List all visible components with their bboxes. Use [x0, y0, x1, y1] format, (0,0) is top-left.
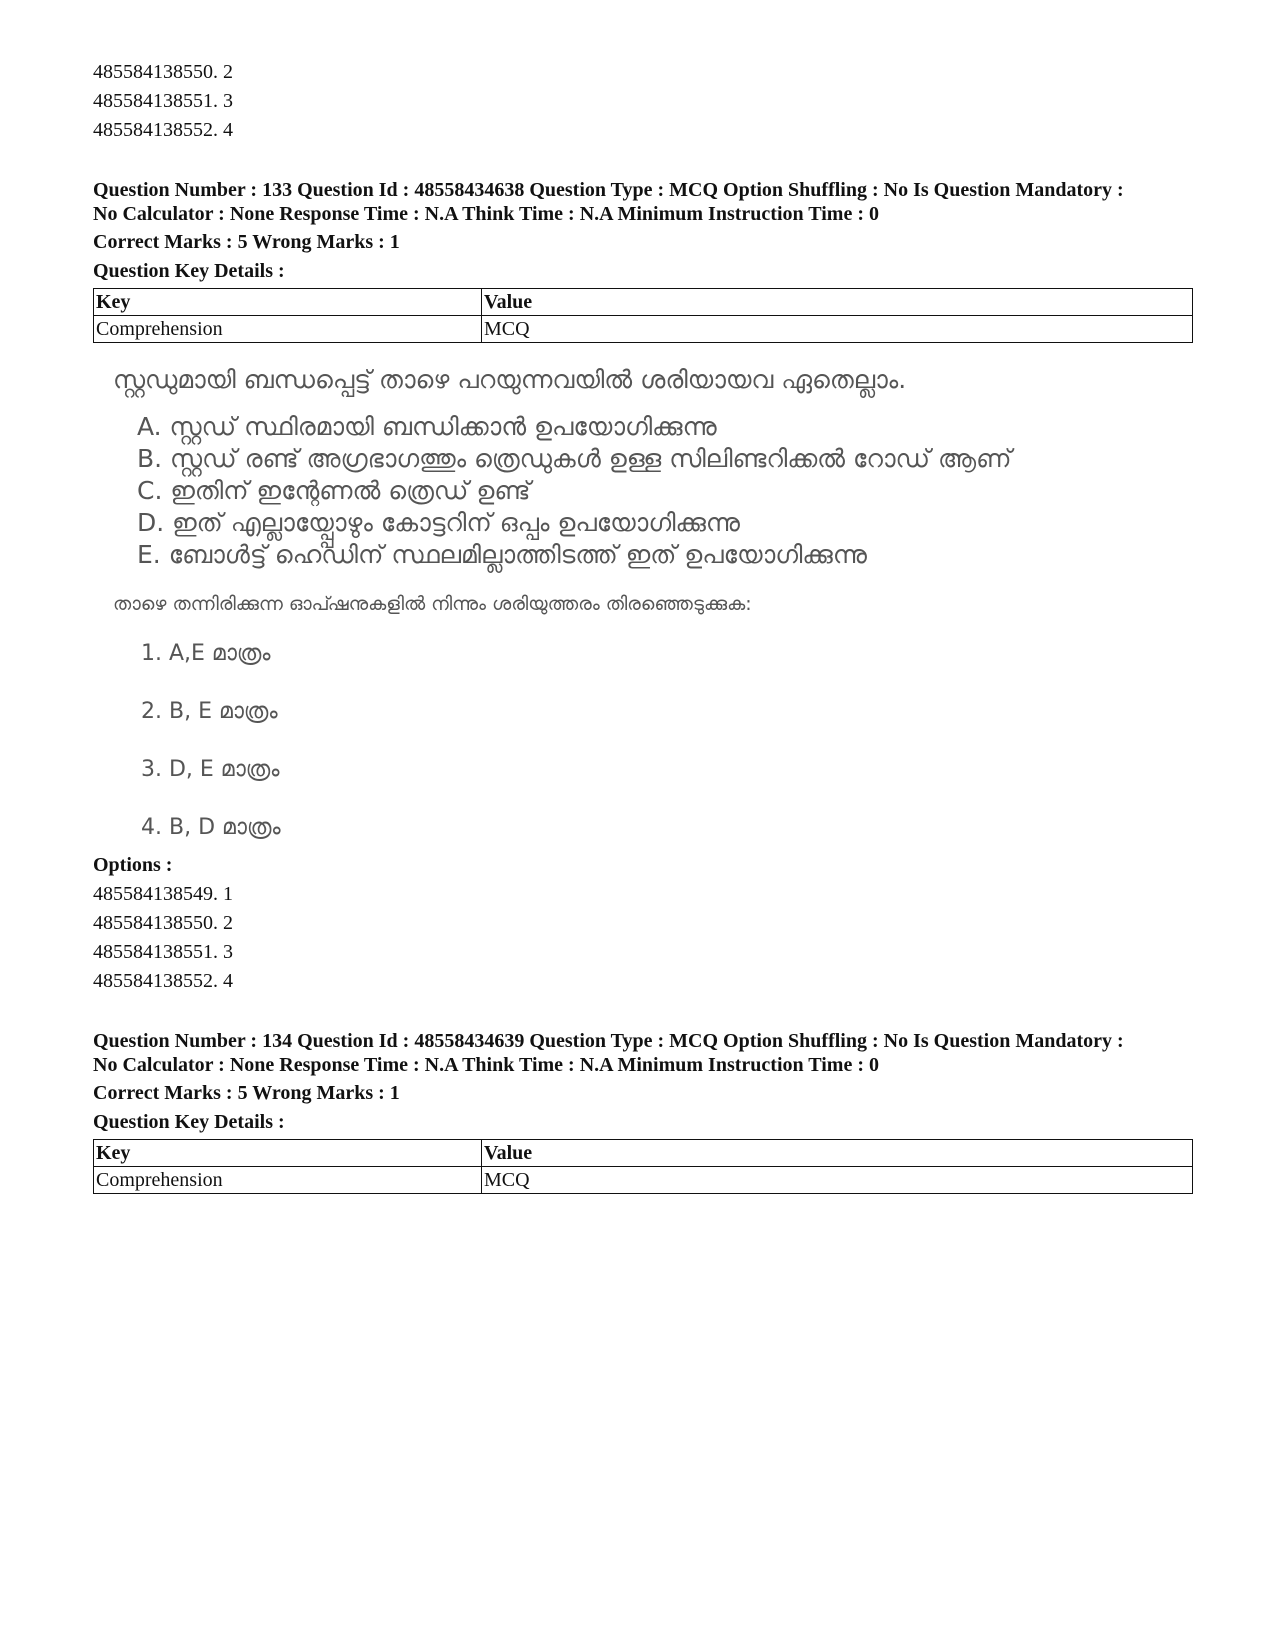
key-details-label: Question Key Details :	[93, 1111, 285, 1133]
table-header-key: Key	[94, 289, 482, 316]
question-image	[113, 361, 1193, 843]
options-label: Options :	[93, 854, 173, 876]
choice-1: 1. A,E മാത്രം	[141, 641, 271, 666]
statement-e: E. ബോൾട്ട് ഹെഡിന് സ്ഥലമില്ലാത്തിടത്ത് ഇത് ഉപയോഗിക്കുന്നു	[137, 540, 867, 569]
table-cell-value: MCQ	[482, 1167, 1193, 1194]
table-header-value: Value	[482, 1140, 1193, 1167]
table-row	[94, 316, 1193, 343]
key-details-table	[93, 288, 1193, 343]
options-block	[93, 851, 1193, 996]
choice-4: 4. B, D മാത്രം	[141, 815, 281, 840]
statement-a: A. സ്റ്റഡ് സ്ഥിരമായി ബന്ധിക്കാൻ ഉപയോഗിക്കുന്നു	[137, 412, 717, 441]
question-stem: സ്റ്റഡുമായി ബന്ധപ്പെട്ട് താഴെ പറയുന്നവയിൽ ശരിയായവ ഏതെല്ലാം.	[113, 365, 907, 394]
statement-d: D. ഇത് എല്ലായ്പ്പോഴും കോട്ടറിന് ഒപ്പം ഉപയോഗിക്കുന്നു	[137, 508, 740, 537]
document-page	[93, 58, 1193, 1194]
question-134	[93, 1029, 1193, 1194]
choice-2: 2. B, E മാത്രം	[141, 699, 278, 724]
question-instruction: താഴെ തന്നിരിക്കുന്ന ഓപ്ഷനുകളിൽ നിന്നും ശരിയുത്തരം തിരഞ്ഞെടുക്കുക:	[113, 593, 752, 615]
question-133	[93, 178, 1193, 996]
option-line: 485584138550. 2	[93, 61, 233, 83]
table-cell-key: Comprehension	[94, 1167, 482, 1194]
question-header-line-1: Question Number : 133 Question Id : 48558434638 Question Type : MCQ Option Shuffling : No Is Question Mandatory :	[93, 179, 1124, 201]
question-header-line-2: No Calculator : None Response Time : N.A Think Time : N.A Minimum Instruction Time : 0	[93, 1054, 879, 1076]
table-row	[94, 1167, 1193, 1194]
table-header-row	[94, 1140, 1193, 1167]
choice-3: 3. D, E മാത്രം	[141, 757, 280, 782]
table-cell-value: MCQ	[482, 316, 1193, 343]
key-details-label: Question Key Details :	[93, 260, 285, 282]
marks-line: Correct Marks : 5 Wrong Marks : 1	[93, 231, 400, 253]
option-line: 485584138551. 3	[93, 90, 233, 112]
table-header-row	[94, 289, 1193, 316]
statement-b: B. സ്റ്റഡ് രണ്ട് അഗ്രഭാഗത്തും ത്രെഡുകൾ ഉള്ള സിലിണ്ടറിക്കൽ റോഡ് ആണ്	[137, 444, 1012, 473]
question-header-line-2: No Calculator : None Response Time : N.A Think Time : N.A Minimum Instruction Time : 0	[93, 203, 879, 225]
previous-question-options	[93, 58, 1193, 145]
table-header-value: Value	[482, 289, 1193, 316]
marks-line: Correct Marks : 5 Wrong Marks : 1	[93, 1082, 400, 1104]
key-details-table	[93, 1139, 1193, 1194]
option-line: 485584138552. 4	[93, 970, 233, 992]
table-cell-key: Comprehension	[94, 316, 482, 343]
option-line: 485584138551. 3	[93, 941, 233, 963]
option-line: 485584138549. 1	[93, 883, 233, 905]
table-header-key: Key	[94, 1140, 482, 1167]
statement-c: C. ഇതിന് ഇന്റേണൽ ത്രെഡ് ഉണ്ട്	[137, 476, 531, 505]
option-line: 485584138550. 2	[93, 912, 233, 934]
option-line: 485584138552. 4	[93, 119, 233, 141]
question-header-line-1: Question Number : 134 Question Id : 48558434639 Question Type : MCQ Option Shuffling : No Is Question Mandatory :	[93, 1030, 1124, 1052]
